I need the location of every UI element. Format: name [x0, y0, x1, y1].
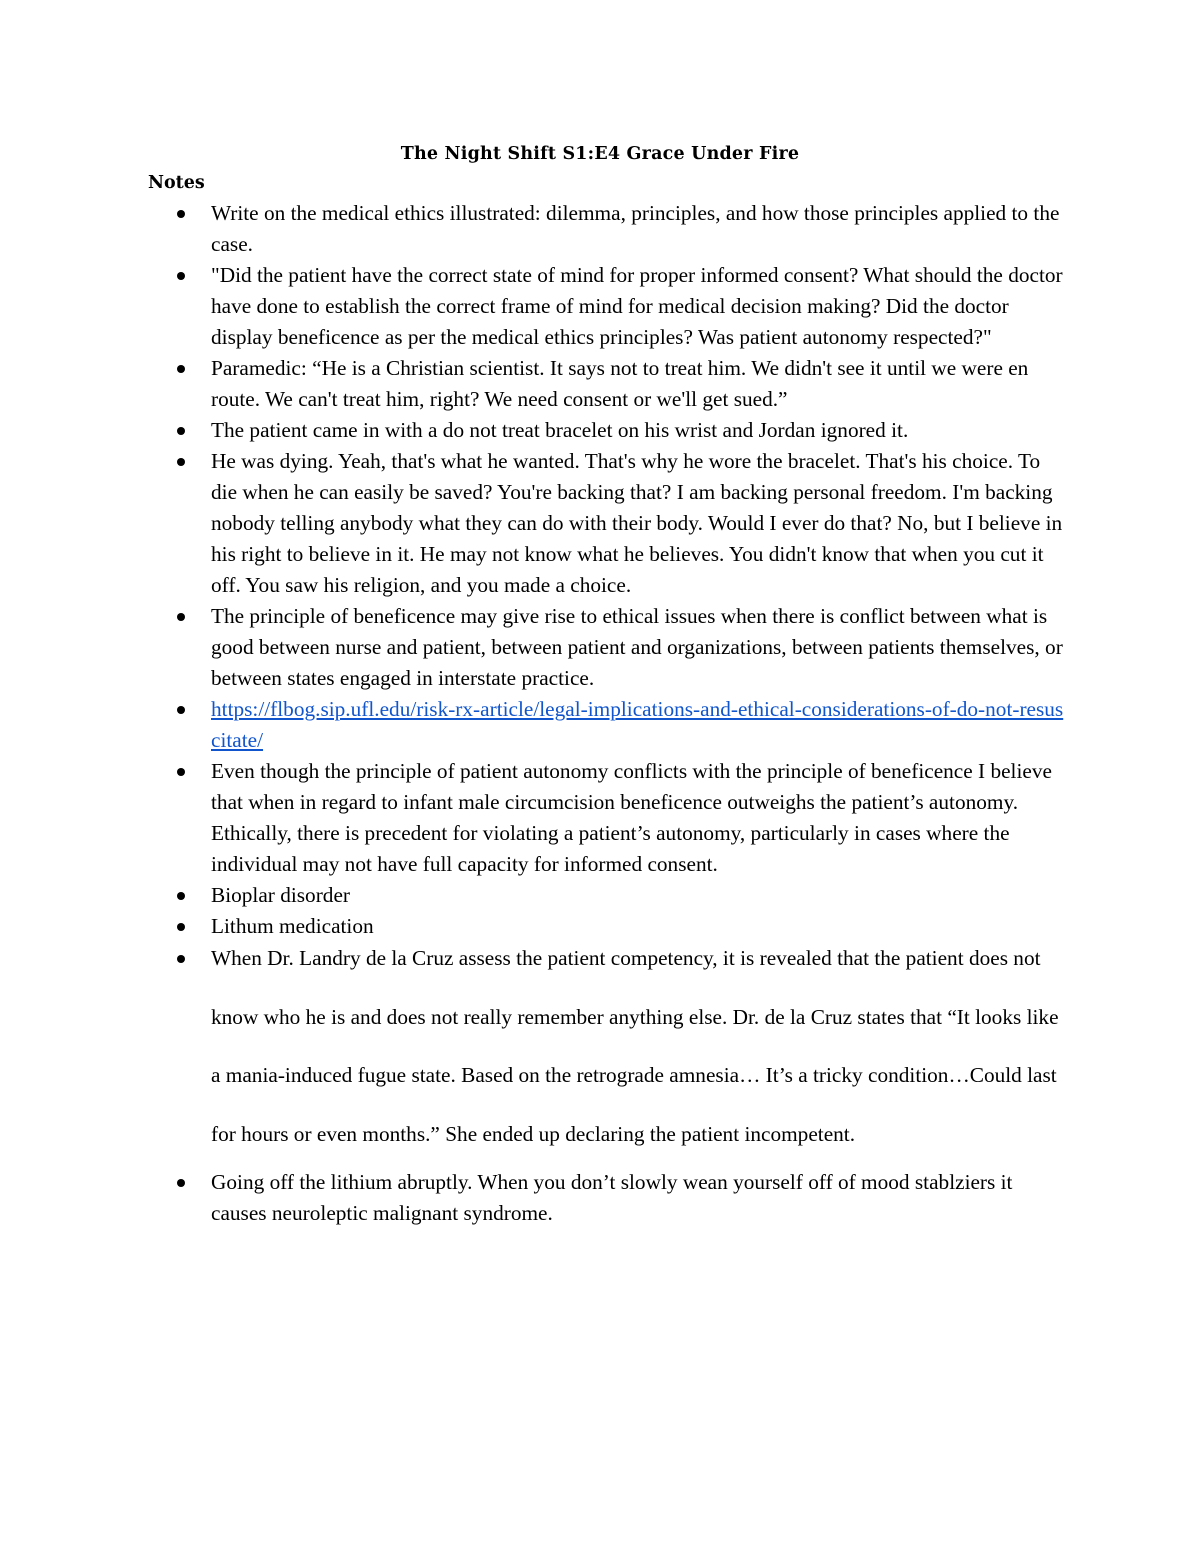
list-item-text: Paramedic: “He is a Christian scientist. It says not to treat him. We didn't see it until we were en route. We can't treat him, right? We need consent or we'll get sued.” — [211, 356, 1029, 411]
list-item-text: Lithum medication — [211, 914, 374, 938]
bullet-icon — [177, 955, 185, 963]
list-item — [0, 756, 1066, 880]
list-item — [0, 929, 1066, 1163]
bullet-icon — [177, 1179, 185, 1187]
list-item — [0, 694, 1066, 756]
bullet-icon — [177, 613, 185, 621]
list-item-text: Write on the medical ethics illustrated: dilemma, principles, and how those principles applied to the case. — [211, 201, 1060, 256]
bullet-icon — [177, 272, 185, 280]
bullet-icon — [177, 458, 185, 466]
bullet-icon — [177, 892, 185, 900]
list-item-text: The principle of beneficence may give rise to ethical issues when there is conflict between what is good between nurse and patient, between patient and organizations, between patients themselves, or between states engaged in interstate practice. — [211, 604, 1063, 690]
list-item-text: Going off the lithium abruptly. When you don’t slowly wean yourself off of mood stablziers it causes neuroleptic malignant syndrome. — [211, 1170, 1013, 1225]
list-item-text: He was dying. Yeah, that's what he wanted. That's why he wore the bracelet. That's his choice. To die when he can easily be saved? You're backing that? I am backing personal freedom. I'm backing nobody telling anybody what they can do with their body. Would I ever do that? No, but I believe in his right to believe in it. He may not know what he believes. You didn't know that when you cut it off. You saw his religion, and you made a choice. — [211, 449, 1063, 597]
document-title: The Night Shift S1:E4 Grace Under Fire — [400, 144, 800, 164]
bullet-icon — [177, 210, 185, 218]
list-item — [0, 198, 1066, 260]
bullet-icon — [177, 706, 185, 714]
list-item — [0, 353, 1066, 415]
bullet-icon — [177, 768, 185, 776]
list-item — [0, 260, 1066, 353]
list-item — [0, 415, 1066, 446]
list-item-text: Bioplar disorder — [211, 883, 350, 907]
list-item-text: The patient came in with a do not treat bracelet on his wrist and Jordan ignored it. — [211, 418, 909, 442]
list-item — [0, 880, 1066, 911]
list-item-text: "Did the patient have the correct state of mind for proper informed consent? What should the doctor have done to establish the correct frame of mind for medical decision making? Did the doctor display beneficence as per the medical ethics principles? Was patient autonomy respected?" — [211, 263, 1063, 349]
reference-link[interactable]: https://flbog.sip.ufl.edu/risk-rx-article/legal-implications-and-ethical-considerations-of-do-not-resuscitate/ — [211, 697, 1064, 752]
list-item — [0, 446, 1066, 601]
notes-heading: Notes — [148, 173, 205, 193]
list-item-text: Even though the principle of patient autonomy conflicts with the principle of beneficence I believe that when in regard to infant male circumcision beneficence outweighs the patient’s autonomy. Ethically, there is precedent for violating a patient’s autonomy, particularly in cases where the individual may not have full capacity for informed consent. — [211, 759, 1052, 876]
bullet-icon — [177, 365, 185, 373]
list-item-text: When Dr. Landry de la Cruz assess the patient competency, it is revealed that the patient does not know who he is and does not really remember anything else. Dr. de la Cruz states that “It looks like a mania-induced fugue state. Based on the retrograde amnesia… It’s a tricky condition…Could last for hours or even months.” She ended up declaring the patient incompetent. — [211, 946, 1059, 1146]
notes-list — [0, 198, 1200, 1229]
list-item — [0, 601, 1066, 694]
bullet-icon — [177, 427, 185, 435]
list-item — [0, 1167, 1066, 1229]
